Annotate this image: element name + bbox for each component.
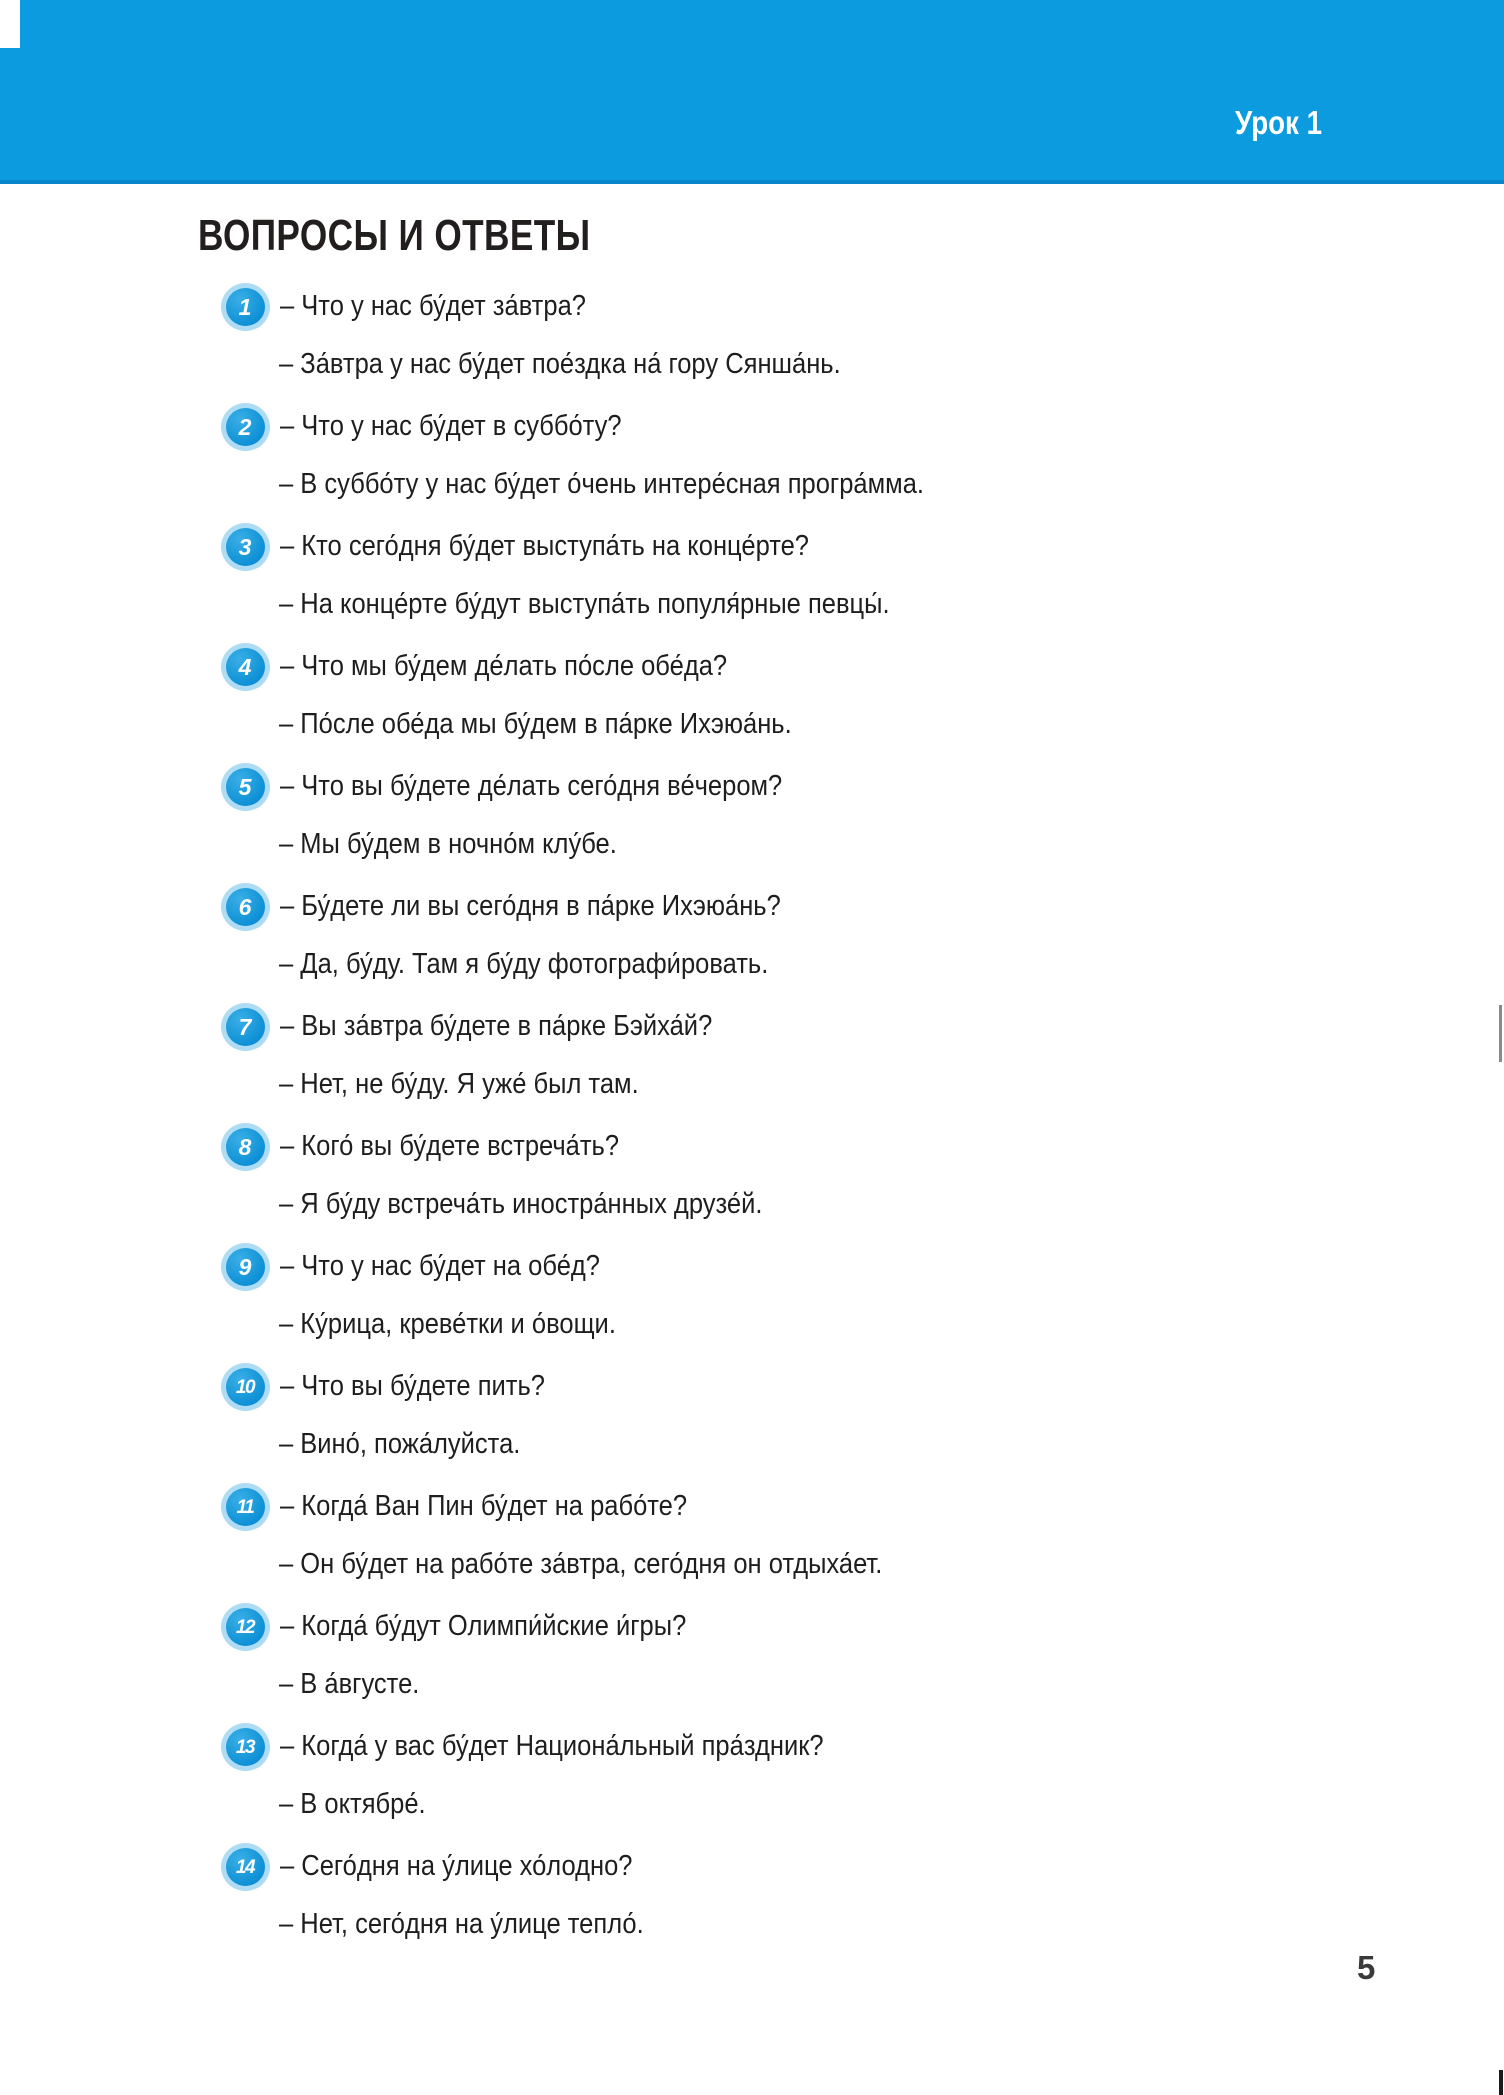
item-number-badge: 11 [221, 1483, 270, 1531]
qa-item [221, 1723, 1321, 1823]
answer-text: – В а́вгусте. [279, 1668, 420, 1701]
item-number-badge: 3 [221, 523, 270, 571]
answer-row [221, 1307, 1321, 1343]
question-row [221, 1243, 1321, 1291]
answer-row [221, 1427, 1321, 1463]
question-text: – Что мы бу́дем де́лать по́сле обе́да? [280, 650, 728, 683]
question-text: – Что у нас бу́дет в суббо́ту? [280, 410, 622, 443]
qa-item [221, 763, 1321, 863]
answer-row [221, 1667, 1321, 1703]
qa-item [221, 883, 1321, 983]
item-number-badge: 1 [221, 283, 270, 331]
question-row [221, 1483, 1321, 1531]
item-number-badge: 9 [221, 1243, 270, 1291]
qa-item [221, 1363, 1321, 1463]
answer-text: – В суббо́ту у нас бу́дет о́чень интере́сная програ́мма. [279, 468, 924, 501]
section-title [198, 211, 689, 260]
qa-item [221, 403, 1321, 503]
qa-item [221, 643, 1321, 743]
question-row [221, 403, 1321, 451]
answer-text: – Он бу́дет на рабо́те за́втра, сего́дня он отдыха́ет. [279, 1548, 883, 1581]
question-row [221, 1843, 1321, 1891]
qa-item [221, 1243, 1321, 1343]
question-text: – Сего́дня на у́лице хо́лодно? [280, 1850, 633, 1883]
answer-text: – По́сле обе́да мы бу́дем в па́рке Ихэюа́нь. [279, 708, 792, 741]
question-row [221, 1603, 1321, 1651]
lesson-header-band [0, 0, 1504, 184]
question-text: – Когда́ у вас бу́дет Национа́льный пра́здник? [280, 1730, 824, 1763]
item-number-badge: 5 [221, 763, 270, 811]
answer-row [221, 827, 1321, 863]
question-text: – Что у нас бу́дет на обе́д? [280, 1250, 600, 1283]
answer-row [221, 1787, 1321, 1823]
answer-row [221, 347, 1321, 383]
qa-item [221, 523, 1321, 623]
qa-item [221, 1003, 1321, 1103]
answer-text: – Нет, не бу́ду. Я уже́ был там. [279, 1068, 639, 1101]
qa-item [221, 1483, 1321, 1583]
item-number-badge: 2 [221, 403, 270, 451]
item-number-badge: 14 [221, 1843, 270, 1891]
answer-row [221, 1547, 1321, 1583]
question-text: – Кто сего́дня бу́дет выступа́ть на конце́рте? [280, 530, 810, 563]
question-row [221, 1363, 1321, 1411]
question-text: – Когда́ Ван Пин бу́дет на рабо́те? [280, 1490, 688, 1523]
answer-text: – Мы бу́дем в ночно́м клу́бе. [279, 828, 617, 861]
answer-text: – На конце́рте бу́дут выступа́ть популя́рные певцы́. [279, 588, 890, 621]
question-row [221, 1723, 1321, 1771]
item-number-badge: 12 [221, 1603, 270, 1651]
answer-row [221, 587, 1321, 623]
question-row [221, 883, 1321, 931]
question-row [221, 643, 1321, 691]
item-number-badge: 13 [221, 1723, 270, 1771]
answer-text: – Я бу́ду встреча́ть иностра́нных друзе́й. [279, 1188, 763, 1221]
item-number-badge: 8 [221, 1123, 270, 1171]
scan-artifact-top-left [0, 0, 20, 48]
question-text: – Когда́ бу́дут Олимпи́йские и́гры? [280, 1610, 687, 1643]
qa-item [221, 283, 1321, 383]
answer-row [221, 1067, 1321, 1103]
question-text: – Бу́дете ли вы сего́дня в па́рке Ихэюа́нь? [280, 890, 781, 923]
answer-row [221, 947, 1321, 983]
item-number-badge: 4 [221, 643, 270, 691]
scan-artifact-bottom-right [1499, 2070, 1503, 2095]
answer-text: – В октябре́. [279, 1788, 426, 1821]
question-text: – Вы за́втра бу́дете в па́рке Бэйха́й? [280, 1010, 713, 1043]
page-number: 5 [1357, 1949, 1376, 1986]
item-number-badge: 6 [221, 883, 270, 931]
question-text: – Кого́ вы бу́дете встреча́ть? [280, 1130, 620, 1163]
answer-text: – За́втра у нас бу́дет пое́здка на́ гору Сянша́нь. [279, 348, 841, 381]
item-number-badge: 10 [221, 1363, 270, 1411]
answer-row [221, 467, 1321, 503]
scan-artifact-right-edge [1499, 1005, 1502, 1062]
question-row [221, 1123, 1321, 1171]
question-row [221, 763, 1321, 811]
qa-item [221, 1843, 1321, 1943]
answer-row [221, 1907, 1321, 1943]
answer-text: – Да, бу́ду. Там я бу́ду фотографи́ровать. [279, 948, 769, 981]
question-text: – Что вы бу́дете пить? [280, 1370, 545, 1403]
answer-text: – Нет, сего́дня на у́лице тепло́. [279, 1908, 644, 1941]
qa-item [221, 1603, 1321, 1703]
question-text: – Что вы бу́дете де́лать сего́дня ве́чером? [280, 770, 783, 803]
question-text: – Что у нас бу́дет за́втра? [280, 290, 586, 323]
question-row [221, 523, 1321, 571]
answer-row [221, 1187, 1321, 1223]
question-row [221, 283, 1321, 331]
item-number-badge: 7 [221, 1003, 270, 1051]
qa-item [221, 1123, 1321, 1223]
answer-text: – Вино́, пожа́луйста. [279, 1428, 521, 1461]
question-row [221, 1003, 1321, 1051]
section-title-text: ВОПРОСЫ И ОТВЕТЫ [198, 211, 591, 260]
answer-text: – Ку́рица, креве́тки и о́вощи. [279, 1308, 616, 1341]
lesson-label: Урок 1 [1235, 104, 1323, 141]
answer-row [221, 707, 1321, 743]
